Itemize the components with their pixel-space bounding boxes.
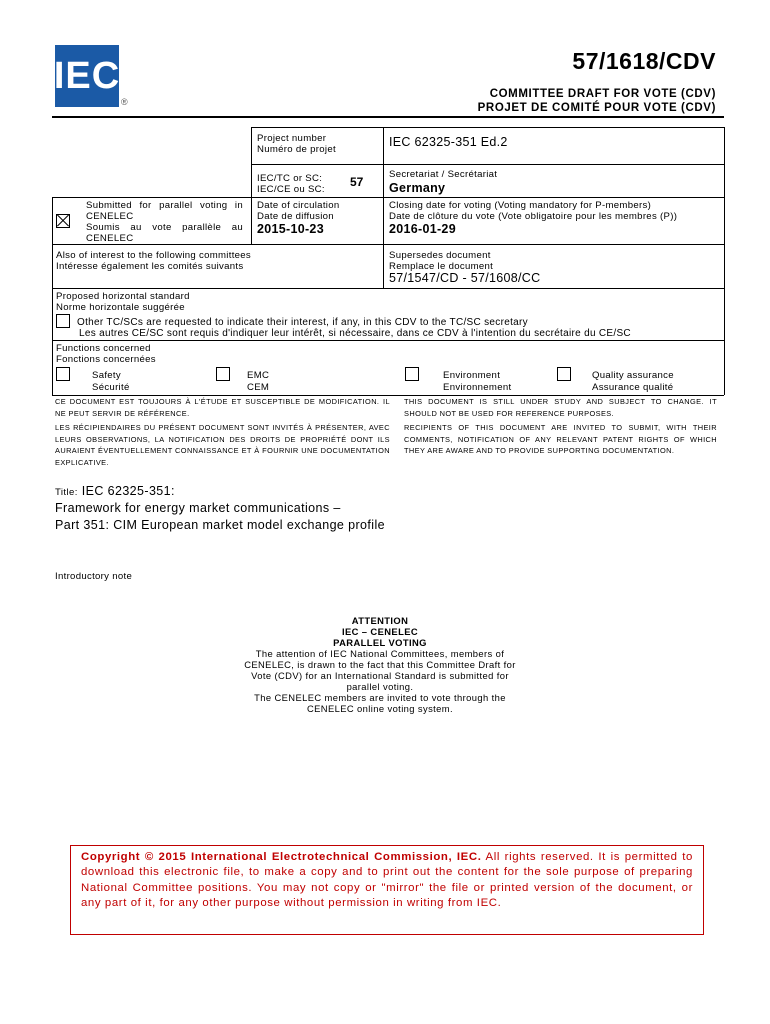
cdv-title-en: COMMITTEE DRAFT FOR VOTE (CDV) — [489, 88, 716, 100]
attention-body-1: The attention of IEC National Committees, members of — [255, 648, 505, 659]
document-title-line1 — [55, 484, 175, 498]
interest-label-fr: Intéresse également les comités suivants — [56, 261, 244, 272]
parallel-line1: Submitted for parallel voting in — [86, 200, 243, 211]
copyright-rest: All rights reserved. It is permitted to download this electronic file, to make a copy and to print out the content for the sole purpose of preparing National Committee positions. You may not copy or "mirror" the file or printed version of the document, or any part of it, for any other purpose without permission in writing from IEC. — [81, 851, 693, 909]
cdv-title-fr: PROJET DE COMITÉ POUR VOTE (CDV) — [477, 102, 716, 114]
parallel-voting-checkbox[interactable] — [56, 214, 70, 228]
grid-line — [251, 127, 724, 128]
document-title-line3: Part 351: CIM European market model exchange profile — [55, 518, 385, 532]
supersedes-label-fr: Remplace le document — [389, 261, 494, 272]
closing-label-en: Closing date for voting (Voting mandatory for P-members) — [389, 200, 652, 211]
quality-checkbox[interactable] — [557, 367, 571, 381]
horizontal-checkbox[interactable] — [56, 314, 70, 328]
function-environment-en: Environment — [443, 370, 501, 381]
closing-label-fr: Date de clôture du vote (Vote obligatoire pour les membres (P)) — [389, 211, 678, 222]
document-number: 57/1618/CDV — [572, 48, 716, 74]
copyright-bold: Copyright © 2015 International Electrotechnical Commission, IEC. — [81, 851, 482, 863]
attention-parallel-voting: PARALLEL VOTING — [333, 637, 427, 648]
grid-line — [251, 164, 724, 165]
safety-checkbox[interactable] — [56, 367, 70, 381]
attention-body-4: parallel voting. — [346, 681, 414, 692]
supersedes-label-en: Supersedes document — [389, 250, 491, 261]
function-emc-en: EMC — [247, 370, 270, 381]
introductory-note-label: Introductory note — [55, 571, 133, 582]
project-label-fr: Numéro de projet — [257, 144, 336, 155]
grid-line — [52, 288, 724, 289]
circulation-date: 2015-10-23 — [257, 222, 324, 236]
horizontal-note-fr: Les autres CE/SC sont requis d'indiquer leur intérêt, si nécessaire, dans ce CDV à l'intention du secrétaire du CE/SC — [79, 328, 631, 339]
function-environment-fr: Environnement — [443, 382, 512, 393]
parallel-line4: CENELEC — [86, 233, 134, 244]
project-number: IEC 62325-351 Ed.2 — [389, 135, 508, 149]
horizontal-label-fr: Norme horizontale suggérée — [56, 302, 185, 313]
grid-line — [52, 197, 53, 395]
grid-line — [52, 244, 724, 245]
attention-heading: ATTENTION — [351, 615, 409, 626]
attention-body-3: Vote (CDV) for an International Standard is submitted for — [251, 670, 509, 681]
notice-en-modification: THIS DOCUMENT IS STILL UNDER STUDY AND SUBJECT TO CHANGE. IT SHOULD NOT BE USED FOR REFERENCE PURPOSES. — [404, 397, 717, 418]
functions-label-en: Functions concerned — [56, 343, 151, 354]
grid-line — [724, 127, 725, 395]
secretariat-label: Secretariat / Secrétariat — [389, 169, 498, 180]
notice-en-patent: RECIPIENTS OF THIS DOCUMENT ARE INVITED TO SUBMIT, WITH THEIR COMMENTS, NOTIFICATION OF ANY RELEVANT PATENT RIGHTS OF WHICH THEY ARE AWARE AND TO PROVIDE SUPPORTING DOCUMENTATION. — [404, 423, 717, 455]
closing-date: 2016-01-29 — [389, 222, 456, 236]
horizontal-note-en: Other TC/SCs are requested to indicate their interest, if any, in this CDV to the TC/SC secretary — [77, 317, 528, 328]
document-title-line2: Framework for energy market communications – — [55, 501, 341, 515]
notice-fr-patent: LES RÉCIPIENDAIRES DU PRÉSENT DOCUMENT SONT INVITÉS À PRÉSENTER, AVEC LEURS OBSERVATIONS, LA NOTIFICATION DES DROITS DE PROPRIÉTÉ DONT ILS AURAIENT ÉVENTUELLEMENT CONNAISSANCE ET À FOURNIR UNE DOCUMENTATION EXPLICATIVE. — [55, 423, 390, 467]
function-safety-en: Safety — [92, 370, 121, 381]
attention-body-6: CENELEC online voting system. — [306, 703, 454, 714]
grid-line — [383, 127, 384, 288]
environment-checkbox[interactable] — [405, 367, 419, 381]
title-label: Title: — [55, 487, 78, 498]
attention-body-2: CENELEC, is drawn to the fact that this Committee Draft for — [244, 659, 516, 670]
secretariat-value: Germany — [389, 181, 446, 195]
parallel-line3: Soumis au vote parallèle au — [86, 222, 243, 233]
function-safety-fr: Sécurité — [92, 382, 130, 393]
parallel-line2: CENELEC — [86, 211, 134, 222]
supersedes-value: 57/1547/CD - 57/1608/CC — [389, 271, 541, 285]
function-emc-fr: CEM — [247, 382, 270, 393]
registered-mark: ® — [121, 97, 128, 107]
project-label-en: Project number — [257, 133, 327, 144]
grid-line — [52, 340, 724, 341]
title-text-1: IEC 62325-351: — [81, 484, 175, 498]
interest-label-en: Also of interest to the following committees — [56, 250, 252, 261]
grid-line — [52, 197, 724, 198]
copyright-notice — [70, 845, 704, 935]
committee-label-en: IEC/TC or SC: — [257, 173, 323, 184]
circulation-label-fr: Date de diffusion — [257, 211, 334, 222]
circulation-label-en: Date of circulation — [257, 200, 340, 211]
committee-label-fr: IEC/CE ou SC: — [257, 184, 325, 195]
functions-label-fr: Fonctions concernées — [56, 354, 156, 365]
grid-line — [251, 127, 252, 244]
attention-subheading: IEC – CENELEC — [341, 626, 419, 637]
attention-body-5: The CENELEC members are invited to vote through the — [254, 692, 506, 703]
header-rule — [52, 116, 724, 118]
notice-fr-modification: CE DOCUMENT EST TOUJOURS À L'ÉTUDE ET SUSCEPTIBLE DE MODIFICATION. IL NE PEUT SERVIR DE RÉFÉRENCE. — [55, 397, 390, 418]
function-quality-fr: Assurance qualité — [592, 382, 674, 393]
function-quality-en: Quality assurance — [592, 370, 674, 381]
iec-logo: IEC — [55, 45, 119, 107]
committee-number: 57 — [350, 175, 364, 189]
horizontal-label-en: Proposed horizontal standard — [56, 291, 190, 302]
emc-checkbox[interactable] — [216, 367, 230, 381]
